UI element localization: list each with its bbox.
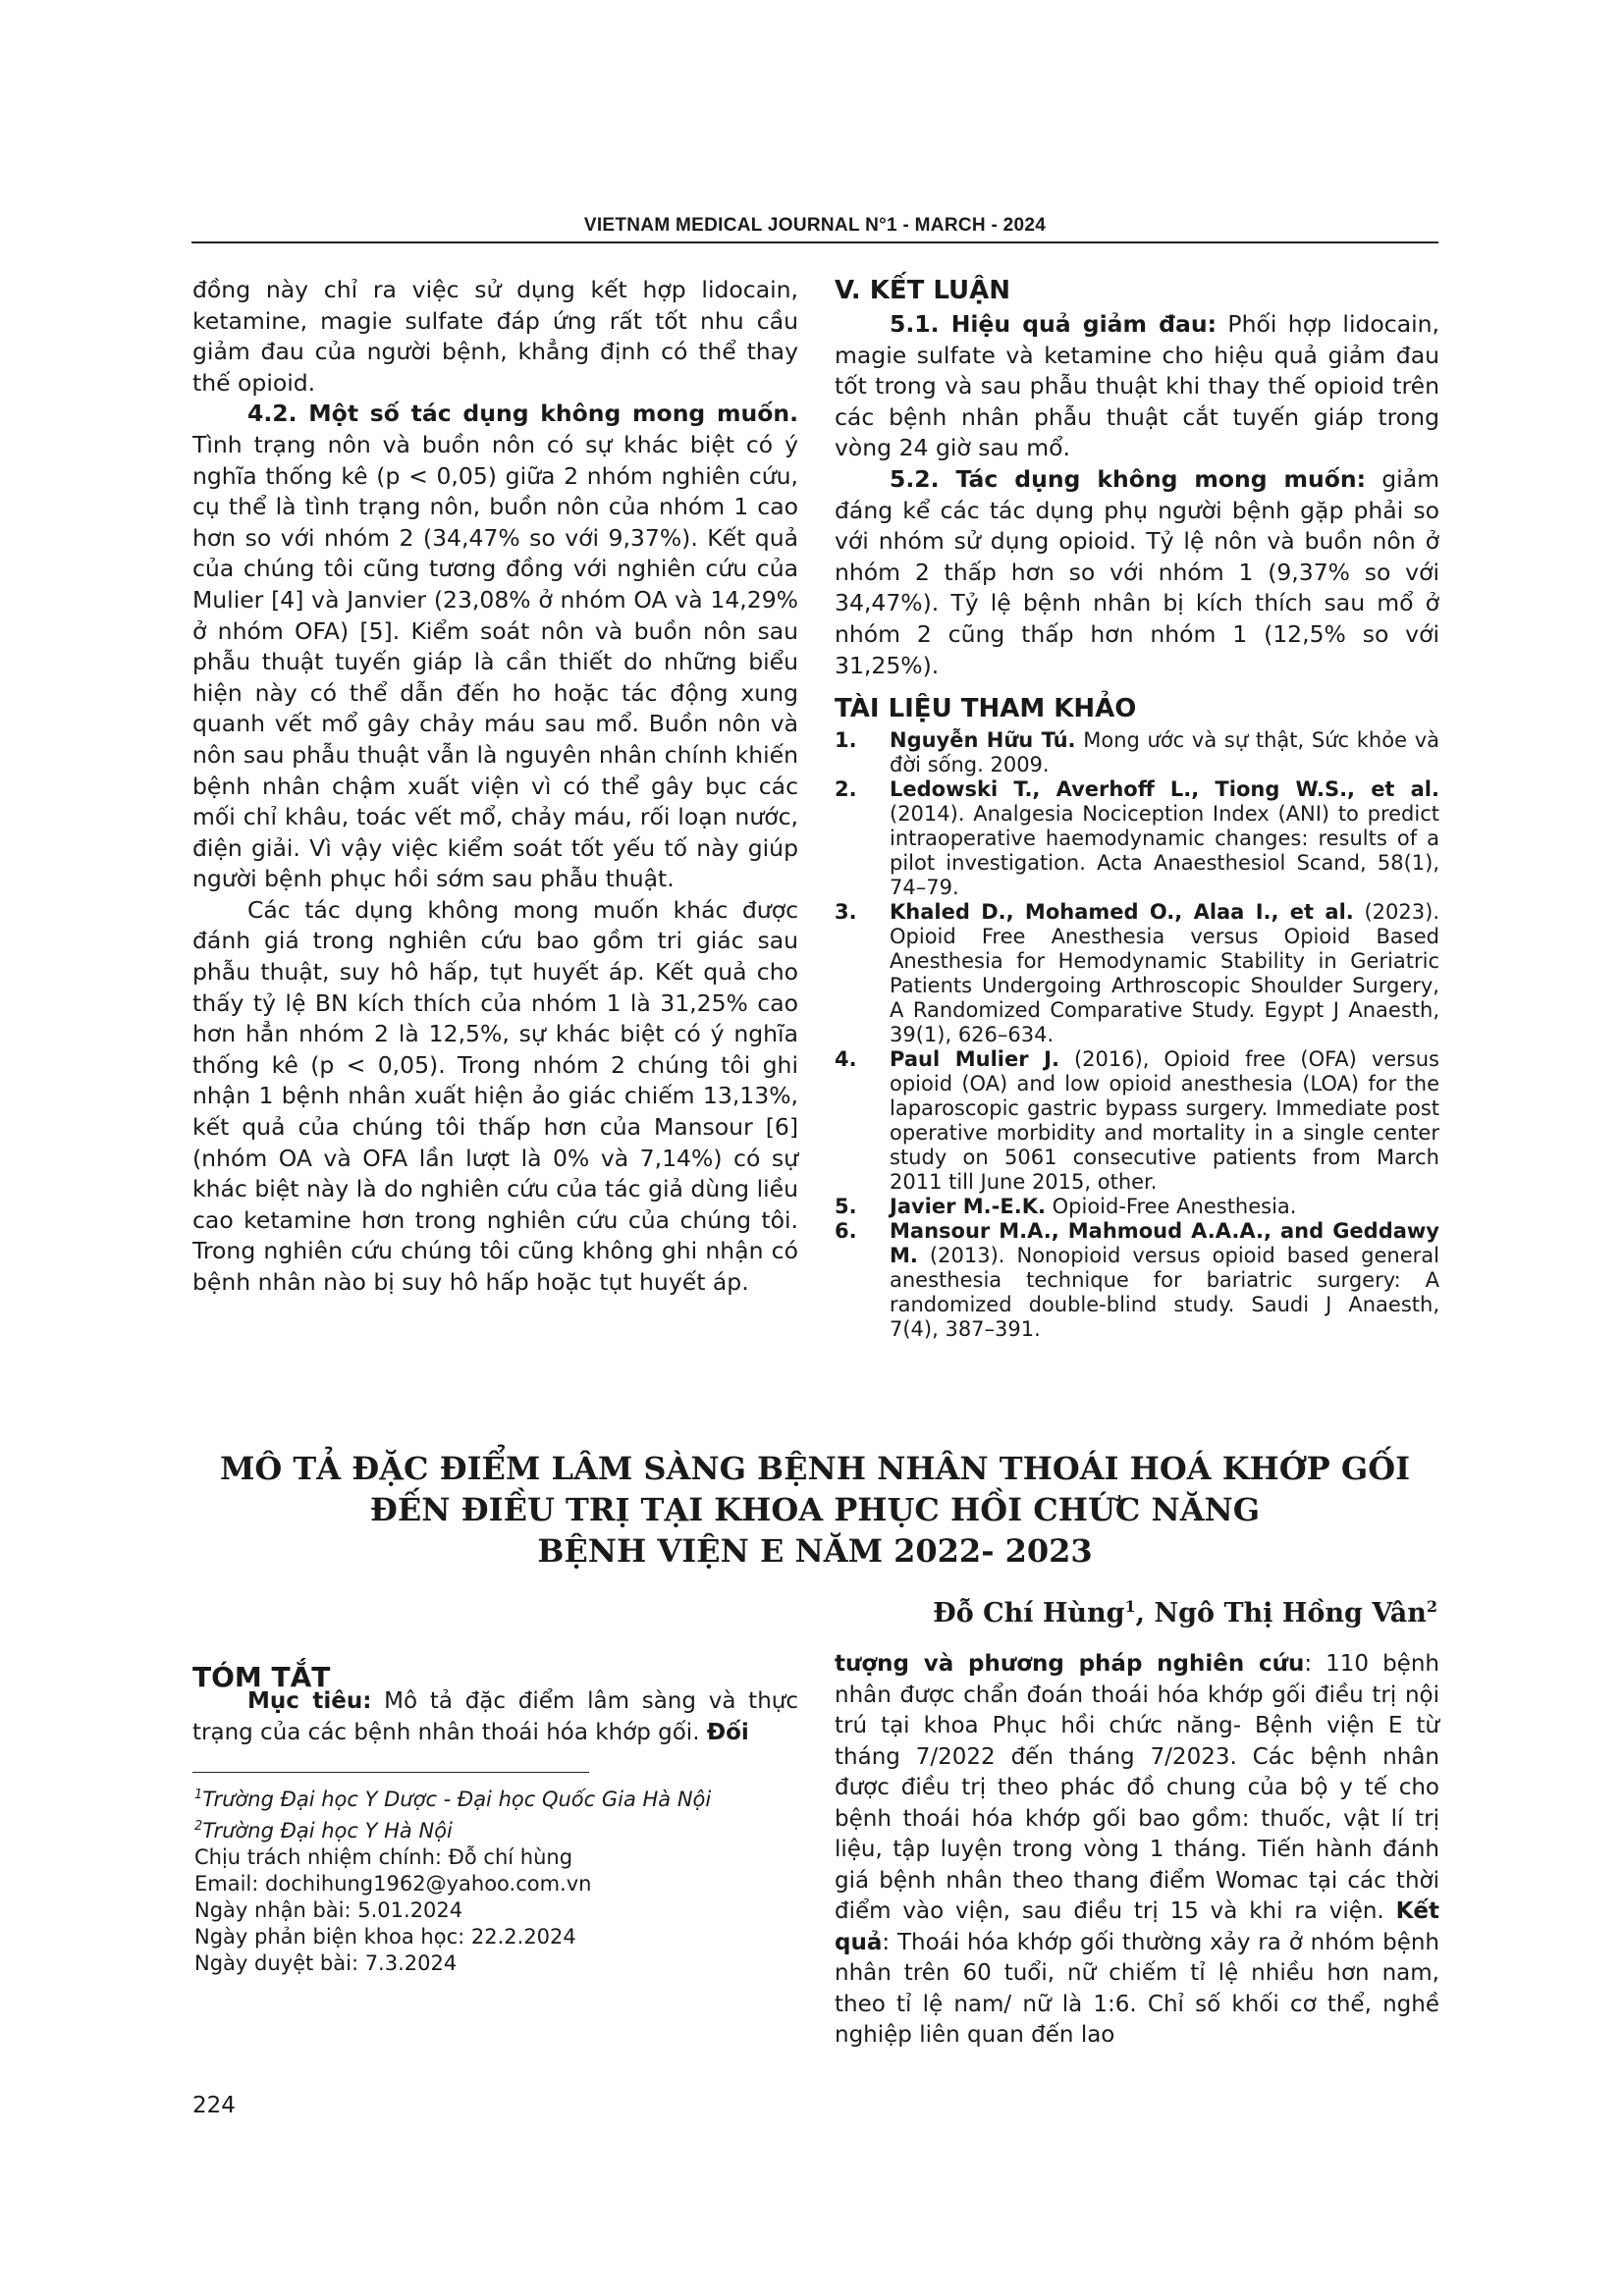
references-heading: TÀI LIỆU THAM KHẢO xyxy=(835,694,1137,724)
reference-item: 3. Khaled D., Mohamed O., Alaa I., et al. (2023). Opioid Free Anesthesia versus Opioid Based Anesthesia for Hemodynamic Stability in Geriatric Patients Undergoing Arthroscopic Shoulder Surgery, A Randomized Comparative Study. Egypt J Anaesth, 39(1), 626–634. xyxy=(835,900,1439,1047)
author-name: Đỗ Chí Hùng xyxy=(933,1598,1125,1629)
section-5-2-text: giảm đáng kể các tác dụng phụ người bệnh gặp phải so với nhóm sử dụng opioid. Tỷ lệ nôn và buồn nôn ở nhóm 2 thấp hơn so với nhóm 1 (9,37% so với 34,47%). Tỷ lệ bệnh nhân bị kích thích sau mổ ở nhóm 2 cũng thấp hơn nhóm 1 (12,5% so với 31,25%). xyxy=(835,464,1439,679)
abstract-right: tượng và phương pháp nghiên cứu: 110 bệnh nhân được chẩn đoán thoái hóa khớp gối điều trị nội trú tại khoa Phục hồi chức năng- Bệnh viện E từ tháng 7/2022 đến tháng 7/2023. Các bệnh nhân được điều trị theo phác đồ chung của bộ y tế cho bệnh thoái hóa khớp gối bao gồm: thuốc, vật lí trị liệu, tập luyện trong vòng 1 tháng. Tiến hành đánh giá bệnh nhân theo thang điểm Womac tại các thời điểm vào viện, sau điều trị 15 và khi ra viện. Kết quả: Thoái hóa khớp gối thường xảy ra ở nhóm bệnh nhân trên 60 tuổi, nữ chiếm tỉ lệ nhiều hơn nam, theo tỉ lệ nam/ nữ là 1:6. Chỉ số khối cơ thể, nghề nghiệp liên quan đến lao xyxy=(835,1651,1439,2048)
article-title-line-2: ĐẾN ĐIỀU TRỊ TẠI KHOA PHỤC HỒI CHỨC NĂNG xyxy=(369,1491,1261,1528)
section-5-2-paragraph xyxy=(835,464,1439,681)
discussion-paragraph-1: đồng này chỉ ra việc sử dụng kết hợp lidocain, ketamine, magie sulfate đáp ứng rất tốt nhu cầu giảm đau của người bệnh, khẳng định có thể thay thế opioid. xyxy=(192,276,798,397)
footnote-rule xyxy=(192,1772,589,1773)
section-5-1-paragraph xyxy=(835,309,1439,464)
author-name: Ngô Thị Hồng Vân xyxy=(1154,1598,1427,1629)
article-title xyxy=(196,1448,1434,1572)
section-4-2-heading: 4.2. Một số tác dụng không mong muốn. xyxy=(247,400,798,428)
reference-item: 2. Ledowski T., Averhoff L., Tiong W.S., et al. (2014). Analgesia Nociception Index (ANI) to predict intraoperative haemodynamic changes: results of a pilot investigation. Acta Anaesthesiol Scand, 58(1), 74–79. xyxy=(835,777,1439,900)
affiliation-2: $^2$Trường Đại học Y Hà Nội xyxy=(194,1819,453,1842)
email: Email: dochihung1962@yahoo.com.vn xyxy=(194,1872,592,1896)
section-5-1-heading: 5.1. Hiệu quả giảm đau: xyxy=(890,310,1217,338)
affiliation-1: $^1$Trường Đại học Y Dược - Đại học Quốc Gia Hà Nội xyxy=(194,1788,712,1811)
journal-header: VIETNAM MEDICAL JOURNAL N°1 - MARCH - 2024 xyxy=(583,215,1047,236)
abstract-heading: TÓM TẮT xyxy=(192,1661,331,1693)
section-4-2-text: Tình trạng nôn và buồn nôn có sự khác biệt có ý nghĩa thống kê (p < 0,05) giữa 2 nhóm nghiên cứu, cụ thể là tình trạng nôn, buồn nôn của nhóm 1 cao hơn so với nhóm 2 (34,47% so với 9,37%). Kết quả của chúng tôi cũng tương đồng với nghiên cứu của Mulier [4] và Janvier (23,08% ở nhóm OA và 14,29% ở nhóm OFA) [5]. Kiểm soát nôn và buồn nôn sau phẫu thuật tuyến giáp là cần thiết do những biểu hiện này có thể dẫn đến ho hoặc tác động xung quanh vết mổ gây chảy máu sau mổ. Buồn nôn và nôn sau phẫu thuật vẫn là nguyên nhân chính khiến bệnh nhân chậm xuất viện vì có thể gây bục các mối chỉ khâu, toác vết mổ, chảy máu, rối loạn nước, điện giải. Vì vậy việc kiểm soát tốt yếu tố này giúp người bệnh phục hồi sớm sau phẫu thuật. xyxy=(192,430,798,893)
date-received: Ngày nhận bài: 5.01.2024 xyxy=(194,1898,463,1922)
conclusion-heading: V. KẾT LUẬN xyxy=(835,276,1011,305)
article-authors: Đỗ Chí Hùng$^1$, Ngô Thị Hồng Vân$^2$ xyxy=(933,1597,1437,1629)
section-5-1-text: Phối hợp lidocain, magie sulfate và ketamine cho hiệu quả giảm đau tốt trong và sau phẫu thuật khi thay thế opioid trên các bệnh nhân phẫu thuật cắt tuyến giáp trong vòng 24 giờ sau mổ. xyxy=(835,310,1439,462)
article-title-line-1: MÔ TẢ ĐẶC ĐIỂM LÂM SÀNG BỆNH NHÂN THOÁI HOÁ KHỚP GỐI xyxy=(219,1450,1411,1487)
date-reviewed: Ngày phản biện khoa học: 22.2.2024 xyxy=(194,1925,576,1949)
subjects-methods-label: tượng và phương pháp nghiên cứu xyxy=(835,1651,1305,1677)
responsible-author: Chịu trách nhiệm chính: Đỗ chí hùng xyxy=(194,1845,573,1869)
section-5-2-heading: 5.2. Tác dụng không mong muốn: xyxy=(890,464,1366,493)
date-accepted: Ngày duyệt bài: 7.3.2024 xyxy=(194,1951,458,1975)
objective-label: Mục tiêu: xyxy=(247,1688,372,1714)
page-number: 224 xyxy=(192,2093,236,2118)
reference-item: 1. Nguyễn Hữu Tú. Mong ước và sự thật, Sức khỏe và đời sống. 2009. xyxy=(835,728,1439,777)
header-rule xyxy=(191,241,1438,243)
results-label: Kết quả xyxy=(835,1898,1439,1955)
section-4-2-paragraph xyxy=(192,399,798,895)
reference-item: 5. Javier M.-E.K. Opioid-Free Anesthesia. xyxy=(835,1195,1297,1219)
left-column xyxy=(192,275,798,1299)
article-title-line-3: BỆNH VIỆN E NĂM 2022- 2023 xyxy=(537,1532,1093,1570)
footnotes xyxy=(194,1782,800,1977)
discussion-paragraph-3: Các tác dụng không mong muốn khác được đánh giá trong nghiên cứu bao gồm tri giác sau phẫu thuật, suy hô hấp, tụt huyết áp. Kết quả cho thấy tỷ lệ BN kích thích của nhóm 1 là 31,25% cao hơn hẳn nhóm 2 là 12,5%, sự khác biệt có ý nghĩa thống kê (p < 0,05). Trong nhóm 2 chúng tôi ghi nhận 1 bệnh nhân xuất hiện ảo giác chiếm 13,13%, kết quả của chúng tôi thấp hơn của Mansour [6] (nhóm OA và OFA lần lượt là 0% và 7,14%) có sự khác biệt này là do nghiên cứu của tác giả dùng liều cao ketamine hơn trong nghiên cứu của chúng tôi. Trong nghiên cứu chúng tôi cũng không ghi nhận có bệnh nhân nào bị suy hô hấp hoặc tụt huyết áp. xyxy=(192,895,798,1296)
reference-item: 6. Mansour M.A., Mahmoud A.A.A., and Geddawy M. (2013). Nonopioid versus opioid based general anesthesia technique for bariatric surgery: A randomized double-blind study. Saudi J Anaesth, 7(4), 387–391. xyxy=(835,1219,1439,1342)
reference-item: 4. Paul Mulier J. (2016), Opioid free (OFA) versus opioid (OA) and low opioid anesthesia (LOA) for the laparoscopic gastric bypass surgery. Immediate post operative morbidity and mortality in a single center study on 5061 consecutive patients from March 2011 till June 2015, other. xyxy=(835,1047,1439,1195)
right-column xyxy=(835,275,1439,1342)
abstract-left: Mục tiêu: Mô tả đặc điểm lâm sàng và thực trạng của các bệnh nhân thoái hóa khớp gối. Đối xyxy=(192,1688,799,1745)
reference-list xyxy=(835,728,1439,1342)
